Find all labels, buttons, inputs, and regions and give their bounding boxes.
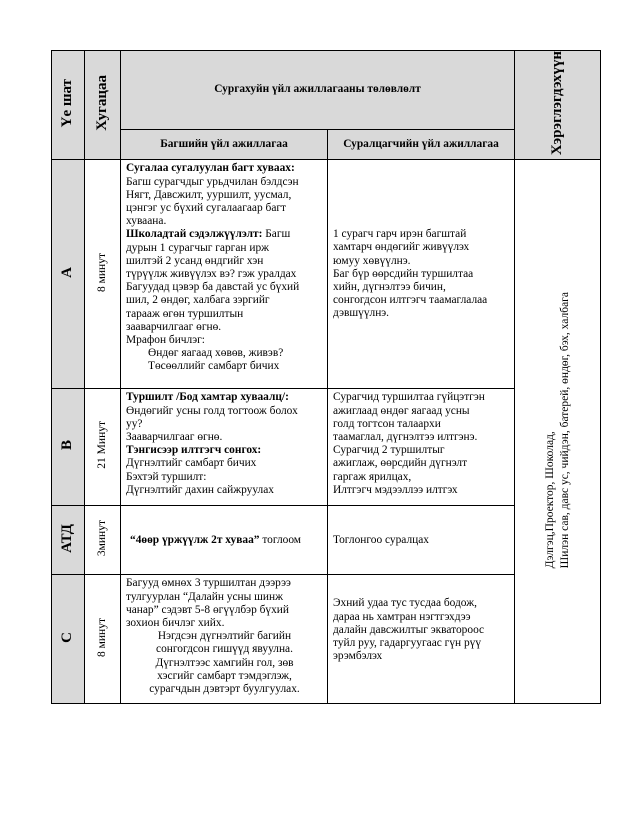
teacher-activity-cell: Багууд өмнөх 3 туршилтан дээрээ тулгуурлан “Далайн усны шинж чанар” сэдэвт 5-8 өгүүлбэр бүхий зохион бичлэг хийх. Нэгдсэн дүгнэлтийг багийн сонгогдсон гишүүд явуулна. Дүгнэлтээс хамгийн гол, зөв хэсгийг самбарт тэмдэглэж, сурагчдын дэвтэрт буулгуулах.	[121, 575, 328, 704]
stage-cell: АТД	[52, 506, 85, 575]
duration-cell: 8 минут	[85, 160, 121, 389]
lesson-plan-table	[51, 50, 601, 704]
teacher-activity-cell: Сугалаа сугалуулан багт хуваах: Багш сурагчдыг урьдчилан бэлдсэн Нягт, Давсжилт, ууршилт, уусмал, цэнгэг ус бүхий сугалаагаар багт хуваана. Школадтай сэдэлжүүлэлт: Багш дурын 1 сурагчыг гарган ирж шилтэй 2 усанд өндгийг хэн түрүүлж живүүлэх вэ? гэж уралдах Багуудад цэвэр ба давстай ус бүхий шил, 2 өндөг, халбага зэргийг тарааж өгөн туршилтын зааварчилгааг өгнө. Мрафон бичлэг: Өндөг яагаад хөвөв, живэв? Төсөөллийг самбарт бичих	[121, 160, 328, 389]
student-activity-cell: Эхний удаа тус тусдаа бодож, дараа нь хамтран нэгтгэхдээ далайн давсжилтыг экватороос туйл руу, гадаргуугаас гүн рүү эрэмбэлэх	[328, 575, 515, 704]
stage-cell: B	[52, 389, 85, 506]
teacher-activity-cell: “4өөр үржүүлж 2т хуваа” тоглоом	[121, 506, 328, 575]
resources-cell: Дэлгэц,Проектор, Шоколад, Шилэн сав, давс ус, чийдэн, батерей, өндөг, бэх, халбага	[515, 160, 601, 704]
resources-header: Хэрэглэгдэхүүн	[515, 51, 601, 160]
student-activity-cell: Сурагчид туршилтаа гүйцэтгэн ажиглаад өндөг яагаад усны голд тогтсон талаархи таамаглал, дүгнэлтээ илтгэнэ. Сурагчид 2 туршилтыг ажиглаж, өөрсдийн дүгнэлт гаргаж ярилцах, Илтгэгч мэдээллээ илтгэх	[328, 389, 515, 506]
stage-cell: A	[52, 160, 85, 389]
duration-cell: 8 минут	[85, 575, 121, 704]
teacher-column-header: Багшийн үйл ажиллагаа	[121, 129, 328, 159]
student-column-header: Суралцагчийн үйл ажиллагаа	[328, 129, 515, 159]
table-title: Сургахуйн үйл ажиллагааны төлөвлөлт	[121, 51, 515, 130]
time-header: Хугацаа	[85, 51, 121, 160]
row-stage-a	[52, 160, 601, 389]
duration-cell: 3минут	[85, 506, 121, 575]
teacher-activity-cell: Туршилт /Бод хамтар хуваалц/: Өндөгийг усны голд тогтоож болох уу? Зааварчилгааг өгнө. Тэнгисээр илтгэгч сонгох: Дүгнэлтийг самбарт бичих Бэхтэй туршилт: Дүгнэлтийг дахин сайжруулах	[121, 389, 328, 506]
student-activity-cell: 1 сурагч гарч ирэн багштай хамтарч өндөгийг живүүлэх юмуу хөвүүлнэ. Баг бүр өөрсдийн туршилтаа хийн, дүгнэлтээ бичин, сонгогдсон илтгэгч таамаглалаа дэвшүүлнэ.	[328, 160, 515, 389]
duration-cell: 21 Минут	[85, 389, 121, 506]
stage-header: Үе шат	[52, 51, 85, 160]
stage-cell: C	[52, 575, 85, 704]
student-activity-cell: Тоглонгоо суралцах	[328, 506, 515, 575]
